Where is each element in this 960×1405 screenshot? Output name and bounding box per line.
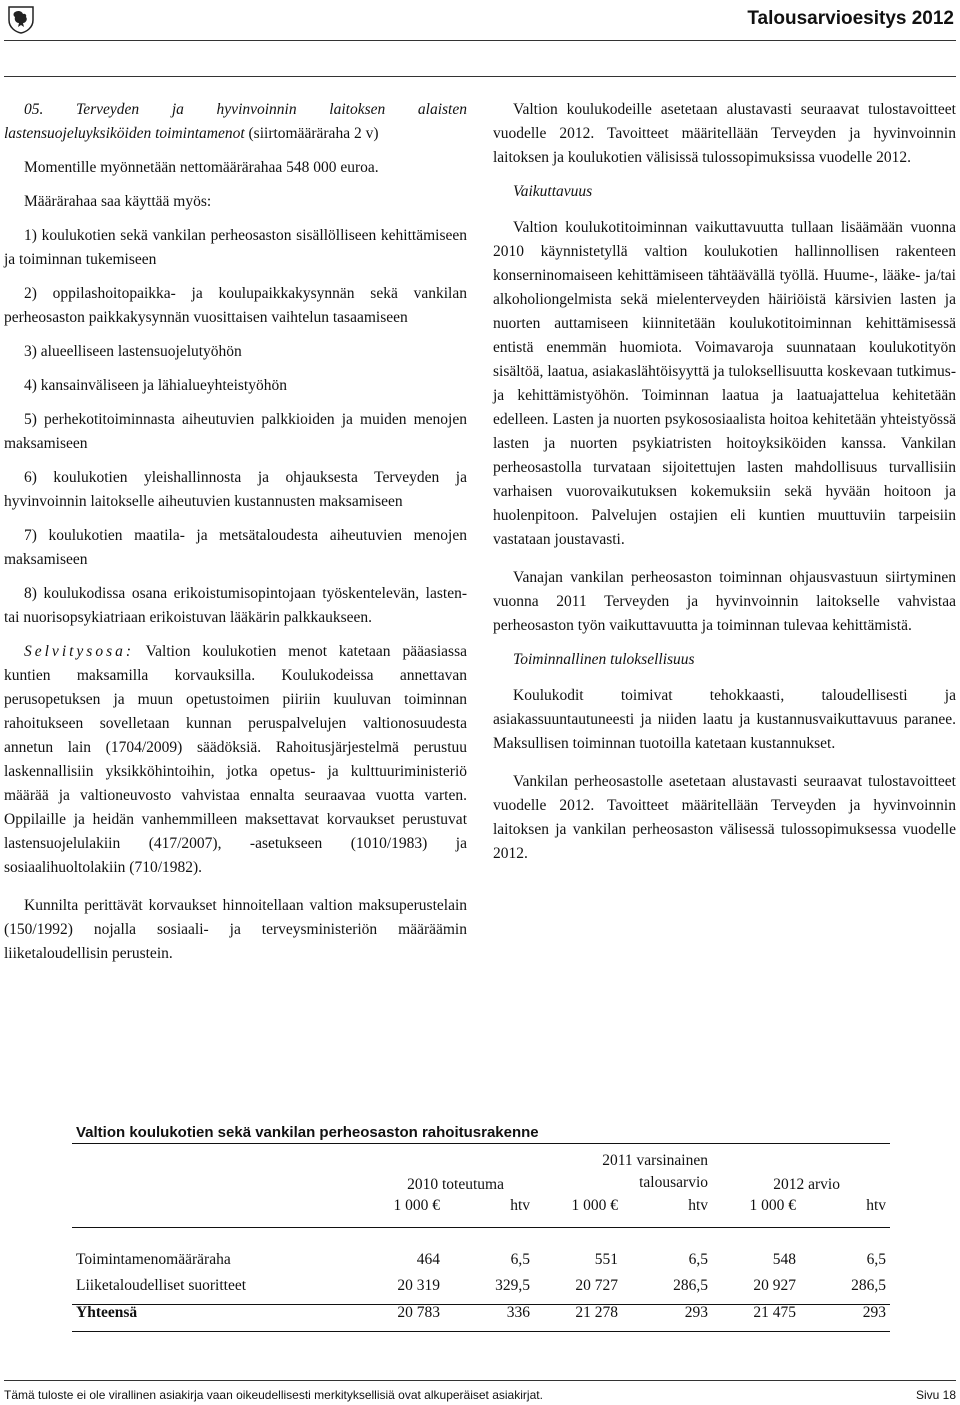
page-header-title: Talousarvioesitys 2012 bbox=[747, 8, 954, 29]
paragraph: Vankilan perheosastolle asetetaan alustavasti seuraavat tulostavoitteet vuodelle 2012. Tavoitteet määritellään Terveyden ja hyvinvoinnin laitoksen ja vankilan perheosaston välisessä tulossopimuksessa vuodelle 2012. bbox=[493, 773, 956, 862]
footer bbox=[4, 1388, 956, 1402]
list-item: 5) perhekotitoiminnasta aiheutuvien palkkioiden ja muiden menojen maksamiseen bbox=[4, 411, 467, 452]
unit-header: htv bbox=[688, 1197, 708, 1214]
table-cell: 293 bbox=[684, 1304, 708, 1321]
table-cell: 21 278 bbox=[575, 1304, 618, 1321]
col-header-2011 bbox=[534, 1150, 712, 1194]
unit-header: 1 000 € bbox=[749, 1197, 796, 1214]
section-heading-rest: (siirtomääräraha 2 v) bbox=[244, 125, 379, 142]
table-cell: 286,5 bbox=[851, 1276, 886, 1294]
col-header-2011-line2: talousarvio bbox=[639, 1174, 708, 1191]
unit-header: 1 000 € bbox=[393, 1197, 440, 1214]
table-header-row bbox=[72, 1150, 890, 1194]
table-bottom-rule bbox=[72, 1331, 890, 1332]
paragraph: Koulukodit toimivat tehokkaasti, taloudellisesti ja asiakassuuntautuneesti ja niiden laatu ja kustannusvaikuttavuus paranee. Maksullisen toiminnan tuotoilla katetaan kustannukset. bbox=[493, 687, 956, 752]
table-title: Valtion koulukotien sekä vankilan perheosaston rahoitusrakenne bbox=[76, 1124, 539, 1141]
list-item: 8) koulukodissa osana erikoistumisopintojaan työskentelevän, lasten- tai nuorisopsykiatriaan erikoistuvan lääkärin palkkaukseen. bbox=[4, 585, 467, 626]
right-column bbox=[493, 98, 956, 876]
paragraph: Momentille myönnetään nettomäärärahaa 548 000 euroa. bbox=[24, 159, 379, 176]
unit-header: htv bbox=[866, 1197, 886, 1214]
section-heading-italic: 05. Terveyden ja hyvinvoinnin laitoksen alaisten lastensuojeluyksiköiden toimintamenot bbox=[4, 101, 467, 142]
table-cell: 336 bbox=[506, 1304, 530, 1321]
table-cell: 6,5 bbox=[866, 1251, 886, 1268]
table-cell: 6,5 bbox=[688, 1251, 708, 1268]
table-cell: 20 319 bbox=[397, 1276, 440, 1294]
header-rule-2 bbox=[4, 76, 956, 77]
financing-table bbox=[72, 1150, 890, 1327]
col-header-2010-text: 2010 toteutuma bbox=[407, 1176, 504, 1193]
selvitysosa-label: Selvitysosa: bbox=[24, 643, 135, 660]
paragraph: Valtion koulukodeille asetetaan alustavasti seuraavat tulostavoitteet vuodelle 2012. Tavoitteet määritellään Terveyden ja hyvinvoinnin laitoksen ja koulukotien välisissä tulossopimuksissa vuodelle 2012. bbox=[493, 101, 956, 166]
table-cell: 551 bbox=[594, 1251, 618, 1268]
row-label: Yhteensä bbox=[76, 1304, 138, 1321]
table-cell: 6,5 bbox=[510, 1251, 530, 1268]
footer-disclaimer: Tämä tuloste ei ole virallinen asiakirja vaan oikeudellisesti merkityksellisiä ovat alkuperäiset asiakirjat. bbox=[4, 1388, 543, 1402]
list-item: 7) koulukotien maatila- ja metsätaloudesta aiheutuvien menojen maksamiseen bbox=[4, 527, 467, 568]
section-heading bbox=[4, 98, 467, 146]
row-label: Liiketaloudelliset suoritteet bbox=[76, 1276, 247, 1294]
paragraph: Määrärahaa saa käyttää myös: bbox=[24, 193, 212, 210]
list-item: 4) kansainväliseen ja lähialueyhteistyöhön bbox=[24, 377, 287, 394]
table-total-row bbox=[72, 1299, 890, 1327]
col-header-2010 bbox=[372, 1150, 534, 1194]
list-item: 3) alueelliseen lastensuojelutyöhön bbox=[24, 343, 242, 360]
list-item: 1) koulukotien sekä vankilan perheosaston sisällölliseen kehittämiseen ja toiminnan tukemiseen bbox=[4, 227, 467, 268]
table-cell: 293 bbox=[862, 1304, 886, 1321]
subheading-tuloksellisuus: Toiminnallinen tuloksellisuus bbox=[513, 651, 695, 668]
paragraph: Vanajan vankilan perheosaston toiminnan ohjausvastuun siirtyminen vuonna 2011 Terveyden ja hyvinvoinnin laitokselle vahvistaa perheosaston työn vaikuttavuutta ja toiminnan tulevaa kehittämistä. bbox=[493, 569, 956, 634]
table-cell: 20 927 bbox=[753, 1276, 796, 1294]
unit-header: 1 000 € bbox=[571, 1197, 618, 1214]
table-cell: 21 475 bbox=[753, 1304, 796, 1321]
paragraph: Valtion koulukotitoiminnan vaikuttavuutta tullaan lisäämään vuonna 2010 käynnistetyllä valtion koulukotien hallinnollisen rakenteen konserninomaiseen kehittämiseen tähtäävällä työllä. Huume-, lääke- ja/tai alkoholiongelmista sekä mielenterveyden häiriöistä kärsivien lasten ja nuorten auttamiseen kiinnitetään koulukotitoiminnan kehittämisessä entistä enemmän huomiota. Voimavaroja suunnataan koulukotityön sisältöä, laatua, asiakaslähtöisyyttä ja tuloksellisuutta koskevaan tutkimus- ja kehittämistyöhön. Toiminnan laatua ja laatuajattelua kehitetään edelleen. Lasten ja nuorten psykososiaalista hoitoa kehitetään yhteistyössä lasten ja nuorten psykiatristen hoitoyksiköiden kanssa. Vankilan perheosastolla turvataan sijoitettujen lasten mahdollisuus turvallisiin varhaisen vuorovaikutuksen kokemuksiin sekä hyvään hoitoon ja huolenpitoon. Palvelujen ostajien eli kuntien muuttuviin tarpeisiin vastataan joustavasti. bbox=[493, 219, 956, 548]
subheading-vaikuttavuus: Vaikuttavuus bbox=[513, 183, 593, 200]
table-cell: 548 bbox=[772, 1251, 796, 1268]
col-header-2011-line1: 2011 varsinainen bbox=[602, 1152, 708, 1169]
table-cell: 20 783 bbox=[397, 1304, 440, 1321]
table-cell: 329,5 bbox=[495, 1276, 530, 1294]
list-item: 6) koulukotien yleishallinnosta ja ohjauksesta Terveyden ja hyvinvoinnin laitokselle aiheutuvien kustannusten maksamiseen bbox=[4, 469, 467, 510]
header-rule bbox=[4, 40, 956, 41]
table-top-rule bbox=[72, 1143, 890, 1144]
col-header-2012-text: 2012 arvio bbox=[773, 1176, 840, 1193]
left-column bbox=[4, 98, 467, 976]
table-row bbox=[72, 1272, 890, 1299]
table-cell: 286,5 bbox=[673, 1276, 708, 1294]
footer-rule bbox=[4, 1380, 956, 1381]
table-cell: 464 bbox=[416, 1251, 440, 1268]
paragraph: Kunnilta perittävät korvaukset hinnoitellaan valtion maksuperustelain (150/1992) nojalla sosiaali- ja terveysministeriön määräämin liiketaloudellisin perustein. bbox=[4, 897, 467, 962]
coat-of-arms-logo bbox=[6, 4, 36, 34]
selvitysosa-paragraph bbox=[4, 640, 467, 880]
table-row bbox=[72, 1248, 890, 1272]
col-header-2012 bbox=[712, 1150, 890, 1194]
selvitysosa-text: Valtion koulukotien menot katetaan pääasiassa kuntien maksamilla korvauksilla. Koulukodeissa annettavan perusopetuksen ja muun opetustoimen piiriin kuuluvan toiminnan rahoitukseen sovelletaan kunnan peruspalvelujen valtionosuudesta annetun lain (1704/2009) säädöksiä. Rahoitusjärjestelmä perustuu laskennallisiin yksikköhintoihin, jotka opetus- ja kulttuuriministeriö määrää ja valtioneuvosto vahvistaa ennalta seuraavaa vuotta varten. Oppilaille ja heidän vanhemmilleen maksettavat korvaukset perustuvat lastensuojelulakiin (417/2007), -asetukseen (1010/1983) ja sosiaalihuoltolakiin (710/1982). bbox=[4, 643, 467, 876]
unit-header: htv bbox=[510, 1197, 530, 1214]
table-cell: 20 727 bbox=[575, 1276, 618, 1294]
row-label: Toimintamenomääräraha bbox=[76, 1251, 231, 1268]
page-number: Sivu 18 bbox=[915, 1388, 956, 1402]
table-unit-row bbox=[72, 1194, 890, 1218]
list-item: 2) oppilashoitopaikka- ja koulupaikkakysynnän sekä vankilan perheosaston paikkakysynnän vuosittaisen vaihtelun tasaamiseen bbox=[4, 285, 467, 326]
